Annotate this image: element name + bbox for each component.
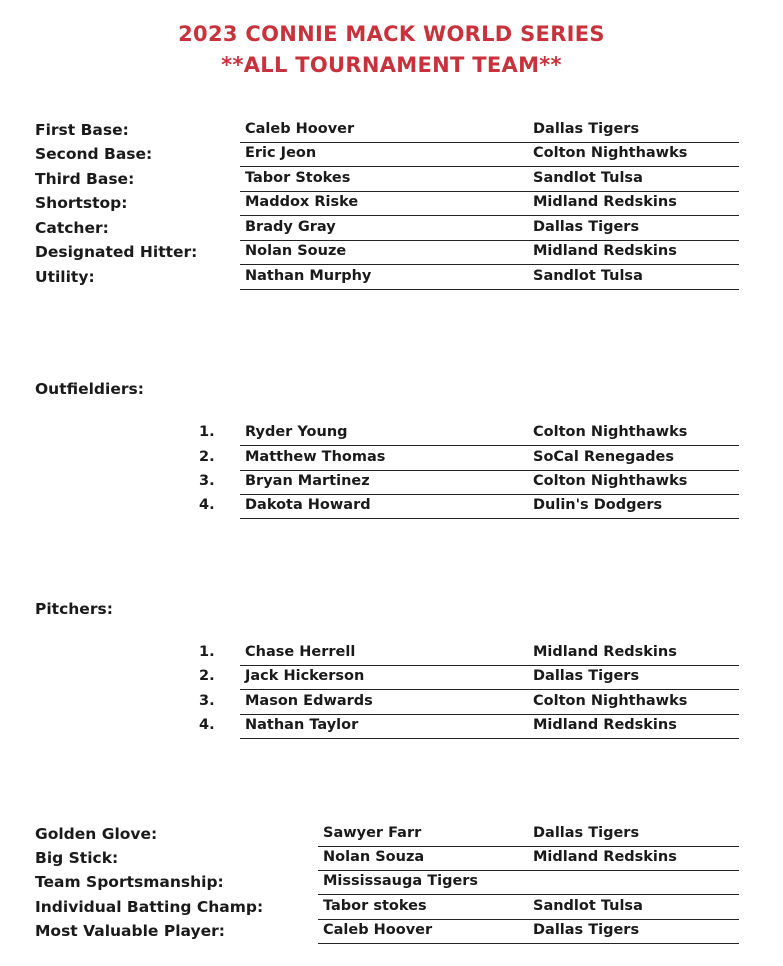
team-name: Midland Redskins [533,849,677,865]
underline [240,470,739,471]
position-row-designated-hitter [0,243,783,267]
player-name: Chase Herrell [245,644,356,660]
rank-number: 4. [199,717,215,733]
underline [240,665,739,666]
pitchers-heading: Pitchers: [35,600,113,618]
player-name: Nathan Taylor [245,717,359,733]
team-name: Colton Nighthawks [533,145,688,161]
pitcher-row [0,668,783,692]
underline [240,689,739,690]
underline [318,870,739,871]
pitcher-row [0,644,783,668]
team-name: Sandlot Tulsa [533,898,643,914]
player-name: Mason Edwards [245,693,373,709]
position-row-catcher [0,219,783,243]
team-name: Dallas Tigers [533,219,640,235]
underline [240,738,739,739]
team-name: SoCal Renegades [533,449,675,465]
team-name: Midland Redskins [533,194,677,210]
underline [240,518,739,519]
underline [240,240,739,241]
underline [318,919,739,920]
player-name: Tabor stokes [323,898,427,914]
team-name: Colton Nighthawks [533,693,688,709]
position-label: Utility: [35,268,95,286]
team-name: Midland Redskins [533,243,677,259]
player-name: Matthew Thomas [245,449,386,465]
team-name: Dallas Tigers [533,668,640,684]
rank-number: 2. [199,449,215,465]
player-name: Jack Hickerson [245,668,365,684]
player-name: Caleb Hoover [323,922,433,938]
award-label: Most Valuable Player: [35,922,225,940]
position-row-utility [0,268,783,292]
underline [240,215,739,216]
outfielder-row [0,449,783,473]
award-label: Golden Glove: [35,825,158,843]
underline [240,166,739,167]
team-name: Sandlot Tulsa [533,268,643,284]
player-name: Tabor Stokes [245,170,351,186]
position-label: Designated Hitter: [35,243,198,261]
award-row-team-sportsmanship [0,873,783,897]
underline [318,846,739,847]
rank-number: 4. [199,497,215,513]
team-name: Dallas Tigers [533,922,640,938]
player-name: Dakota Howard [245,497,371,513]
position-label: Shortstop: [35,194,128,212]
outfielders-heading: Outfieldiers: [35,380,144,398]
player-name: Maddox Riske [245,194,359,210]
player-name: Eric Jeon [245,145,317,161]
position-label: Second Base: [35,145,153,163]
position-label: First Base: [35,121,129,139]
pitcher-row [0,693,783,717]
player-name: Nathan Murphy [245,268,372,284]
position-label: Third Base: [35,170,135,188]
player-name: Caleb Hoover [245,121,355,137]
outfielder-row [0,473,783,497]
position-row-third-base [0,170,783,194]
player-name: Nolan Souza [323,849,425,865]
underline [240,191,739,192]
team-name: Colton Nighthawks [533,473,688,489]
award-label: Big Stick: [35,849,119,867]
underline [318,943,739,944]
position-row-second-base [0,145,783,169]
position-row-shortstop [0,194,783,218]
underline [240,714,739,715]
outfielder-row [0,497,783,521]
underline [240,494,739,495]
title-line-2: **ALL TOURNAMENT TEAM** [221,53,562,77]
rank-number: 2. [199,668,215,684]
player-name: Ryder Young [245,424,348,440]
team-name: Dallas Tigers [533,825,640,841]
team-name: Dallas Tigers [533,121,640,137]
award-row-golden-glove [0,825,783,849]
player-name: Brady Gray [245,219,336,235]
underline [240,264,739,265]
award-row-big-stick [0,849,783,873]
rank-number: 1. [199,424,215,440]
rank-number: 3. [199,693,215,709]
team-name: Sandlot Tulsa [533,170,643,186]
position-row-first-base [0,121,783,145]
team-name: Colton Nighthawks [533,424,688,440]
rank-number: 1. [199,644,215,660]
team-name: Mississauga Tigers [323,873,479,889]
underline [318,894,739,895]
award-label: Team Sportsmanship: [35,873,224,891]
title-line-1: 2023 CONNIE MACK WORLD SERIES [178,22,605,46]
player-name: Bryan Martinez [245,473,370,489]
outfielder-row [0,424,783,448]
position-label: Catcher: [35,219,109,237]
underline [240,289,739,290]
team-name: Midland Redskins [533,644,677,660]
underline [240,142,739,143]
team-name: Dulin's Dodgers [533,497,663,513]
award-row-batting-champ [0,898,783,922]
rank-number: 3. [199,473,215,489]
award-label: Individual Batting Champ: [35,898,264,916]
player-name: Nolan Souze [245,243,347,259]
underline [240,445,739,446]
award-row-mvp [0,922,783,946]
team-name: Midland Redskins [533,717,677,733]
player-name: Sawyer Farr [323,825,422,841]
pitcher-row [0,717,783,741]
